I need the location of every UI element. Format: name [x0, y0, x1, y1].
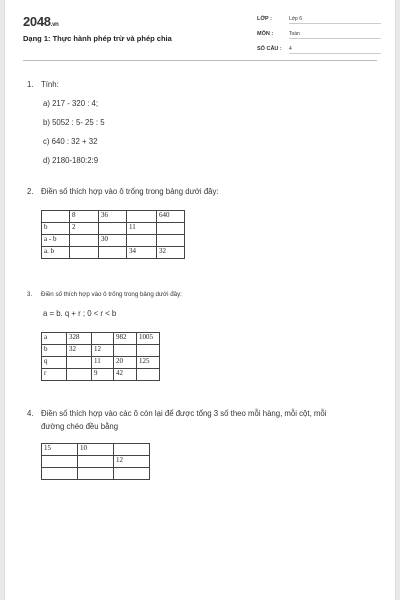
table-row [42, 468, 150, 480]
q1-item-b: b) 5052 : 5- 25 : 5 [43, 118, 105, 127]
table-cell: r [42, 369, 67, 381]
table-cell: 11 [127, 223, 157, 235]
table-cell: b [42, 345, 67, 357]
table-cell: 36 [99, 211, 127, 223]
table-cell [127, 235, 157, 247]
table-cell: 30 [99, 235, 127, 247]
table-cell [42, 211, 70, 223]
table-cell: 640 [157, 211, 185, 223]
q3-table [41, 332, 160, 381]
table-row [42, 235, 185, 247]
table-cell [137, 369, 160, 381]
table-cell [42, 456, 78, 468]
table-cell: a - b [42, 235, 70, 247]
table-cell: 15 [42, 444, 78, 456]
table-row [42, 247, 185, 259]
q3-formula: a = b. q + r ; 0 < r < b [43, 309, 117, 318]
table-row [42, 357, 160, 369]
table-cell [67, 357, 92, 369]
page-title: Dạng 1: Thực hành phép trừ và phép chia [23, 34, 172, 43]
logo: 2048.vn [23, 14, 59, 29]
q1-item-a: a) 217 - 320 : 4; [43, 99, 99, 108]
table-cell: a [42, 333, 67, 345]
table-cell: 32 [157, 247, 185, 259]
table-row [42, 456, 150, 468]
table-cell [114, 444, 150, 456]
table-cell: 9 [92, 369, 114, 381]
table-cell [67, 369, 92, 381]
table-cell [127, 211, 157, 223]
table-cell: q [42, 357, 67, 369]
table-cell: 11 [92, 357, 114, 369]
question-count-field: SỐ CÂU : 4 [257, 46, 385, 54]
table-cell: 1005 [137, 333, 160, 345]
table-row [42, 223, 185, 235]
table-cell: a. b [42, 247, 70, 259]
table-cell [157, 235, 185, 247]
table-cell: b [42, 223, 70, 235]
table-cell [92, 333, 114, 345]
header-divider [23, 60, 377, 61]
table-row [42, 369, 160, 381]
table-cell [99, 247, 127, 259]
table-cell: 125 [137, 357, 160, 369]
table-cell: 34 [127, 247, 157, 259]
table-cell [78, 468, 114, 480]
table-cell [70, 247, 99, 259]
table-cell [99, 223, 127, 235]
table-cell: 42 [114, 369, 137, 381]
table-cell: 982 [114, 333, 137, 345]
table-cell: 10 [78, 444, 114, 456]
question-2: 2. Điền số thích hợp vào ô trống trong bảng dưới đây: [27, 187, 219, 196]
question-4-cont: đường chéo đều bằng [41, 422, 119, 431]
table-cell: 12 [114, 456, 150, 468]
table-cell [78, 456, 114, 468]
table-cell [70, 235, 99, 247]
q2-table [41, 210, 185, 259]
question-1: 1. Tính: [27, 80, 59, 89]
table-row [42, 345, 160, 357]
table-cell [137, 345, 160, 357]
table-row [42, 333, 160, 345]
worksheet-page [4, 0, 396, 600]
question-4: 4. Điền số thích hợp vào các ô còn lại để được tổng 3 số theo mỗi hàng, mỗi cột, mỗi [27, 409, 327, 418]
table-cell: 328 [67, 333, 92, 345]
q1-item-c: c) 640 : 32 + 32 [43, 137, 98, 146]
q1-item-d: d) 2180-180:2:9 [43, 156, 99, 165]
table-cell [157, 223, 185, 235]
q4-table [41, 443, 150, 480]
table-cell: 32 [67, 345, 92, 357]
class-field: LỚP : Lớp 6 [257, 16, 385, 24]
table-cell [114, 345, 137, 357]
table-row [42, 211, 185, 223]
table-cell: 12 [92, 345, 114, 357]
table-cell: 2 [70, 223, 99, 235]
table-row [42, 444, 150, 456]
subject-field: MÔN : Toán [257, 31, 385, 39]
table-cell [42, 468, 78, 480]
table-cell [114, 468, 150, 480]
table-cell: 8 [70, 211, 99, 223]
question-3: 3. Điền số thích hợp vào ô trống trong bảng dưới đây: [27, 291, 182, 298]
table-cell: 20 [114, 357, 137, 369]
